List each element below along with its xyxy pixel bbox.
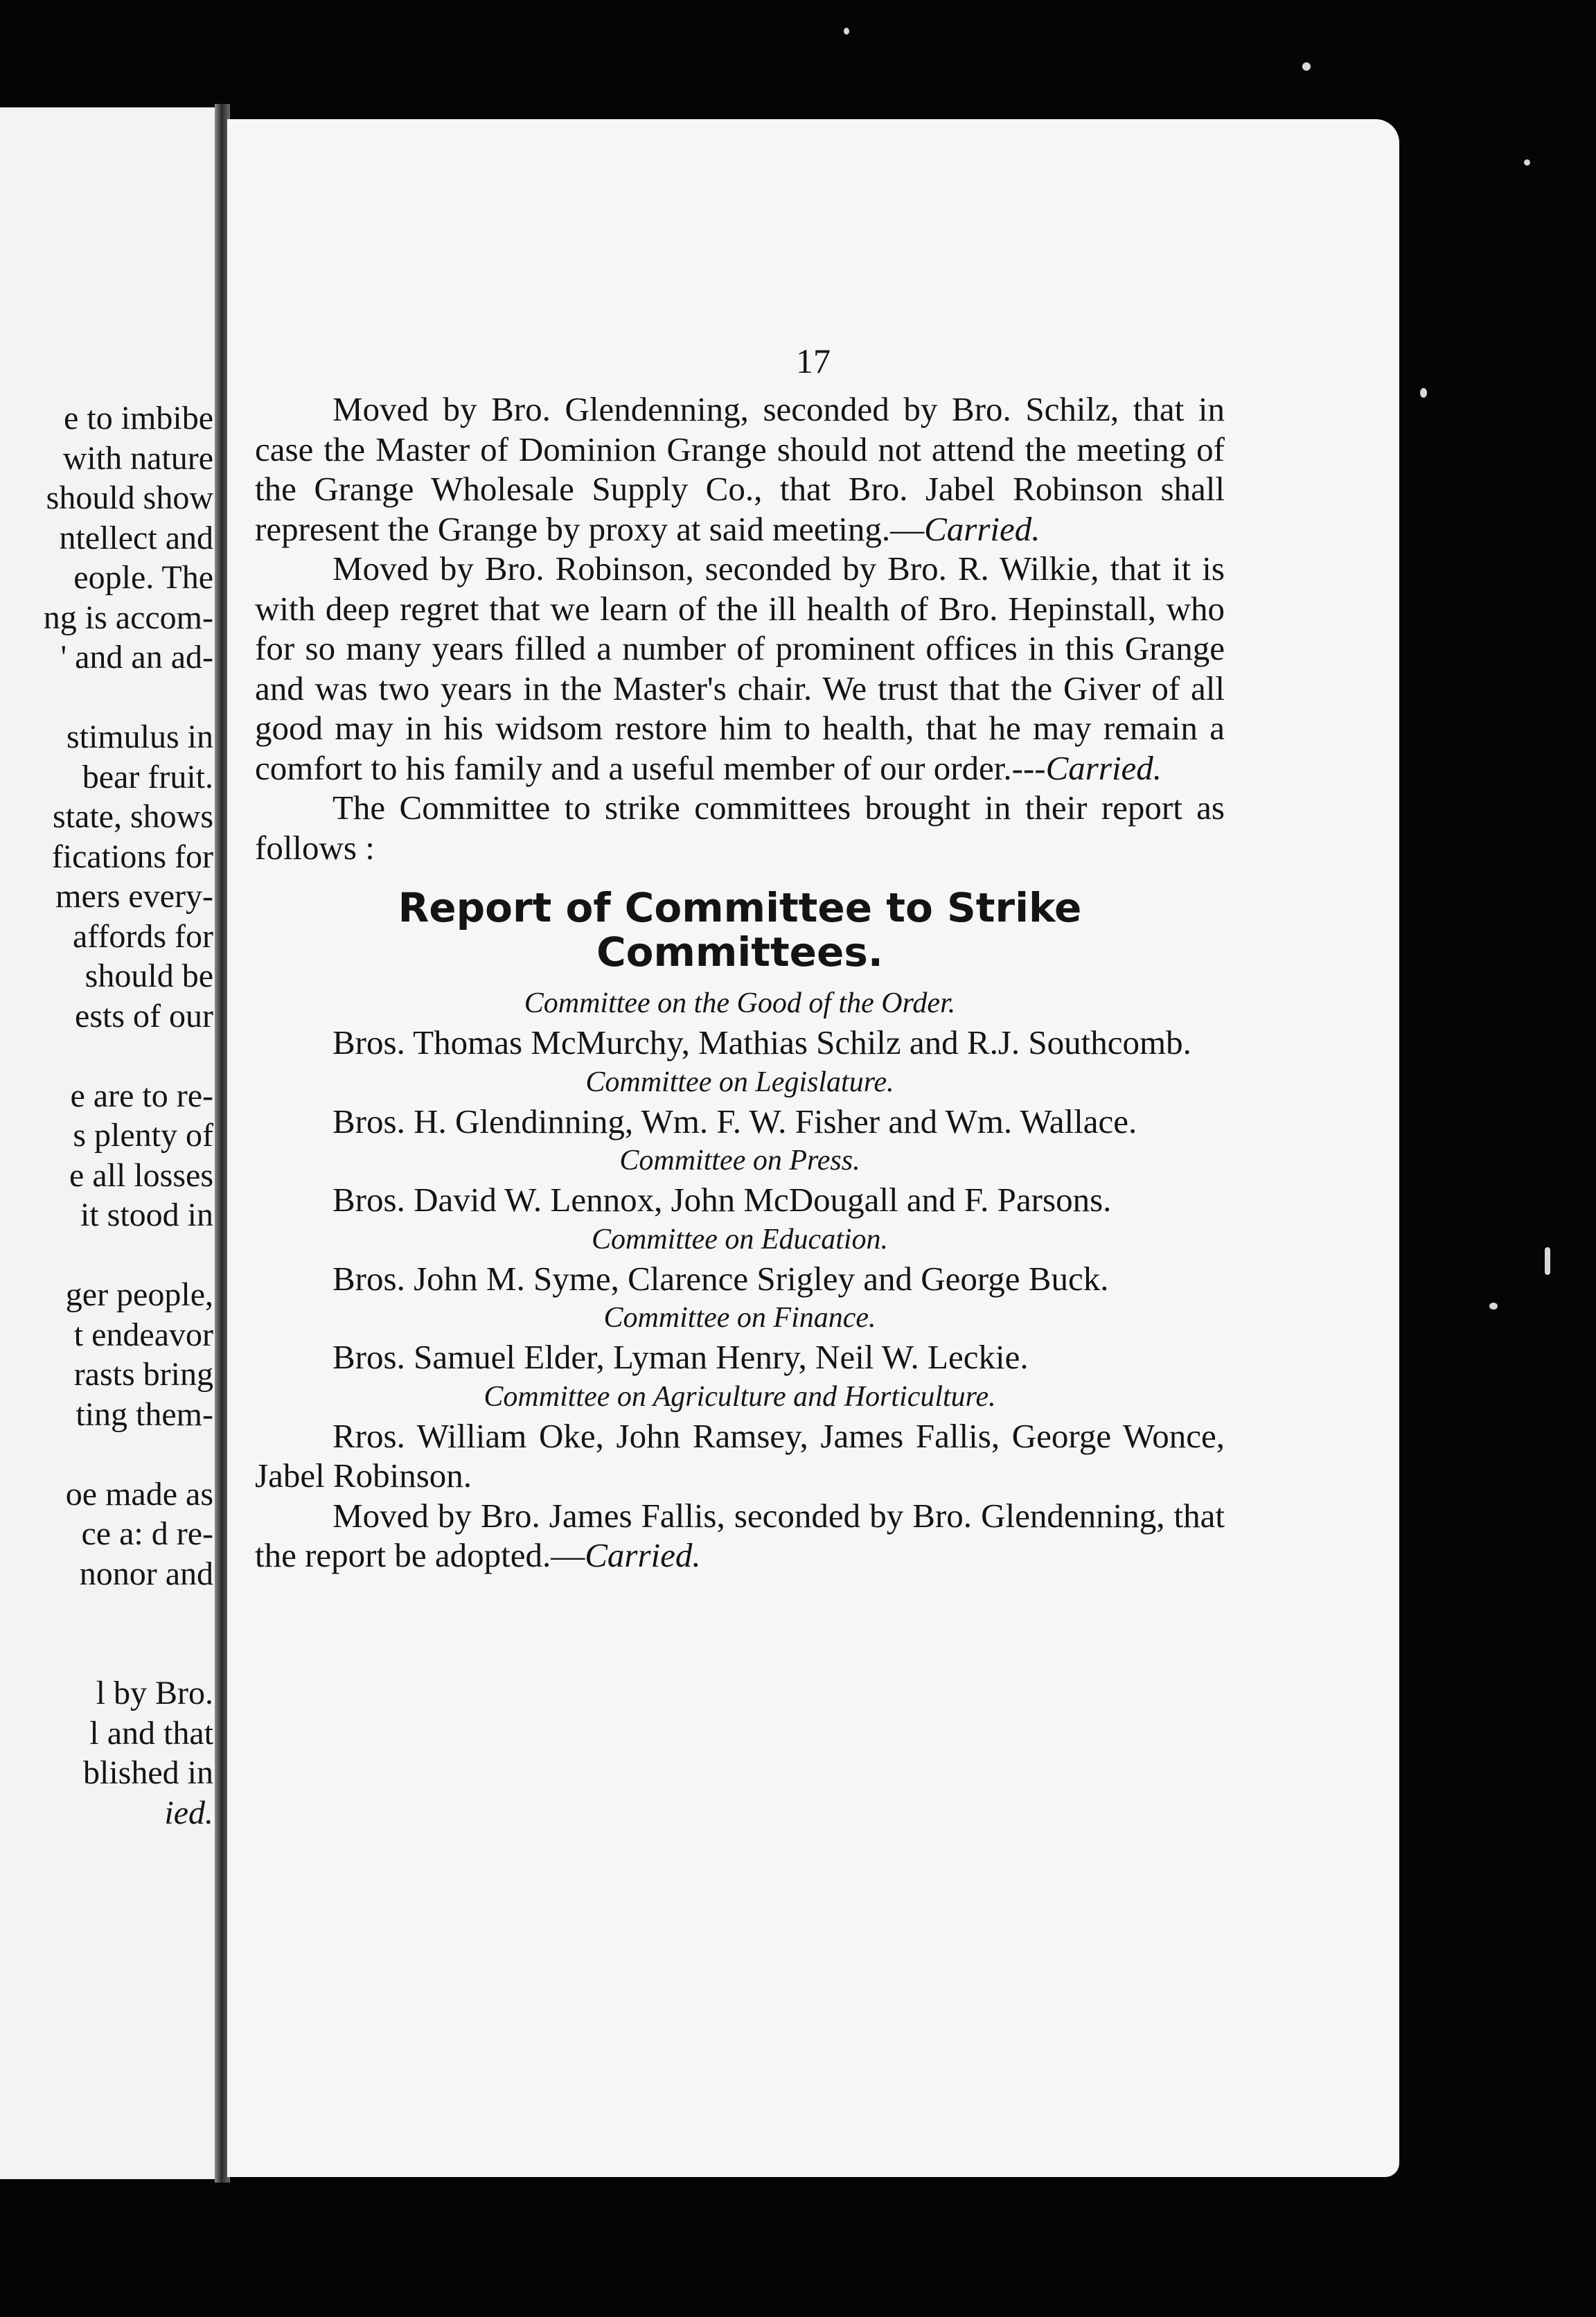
committee-members: Bros. H. Glendinning, Wm. F. W. Fisher and Wm. Wallace. [332, 1102, 1137, 1140]
dust-speck [1524, 159, 1530, 166]
previous-page-line: ntellect and [59, 519, 213, 556]
committee-members: Rros. William Oke, John Ramsey, James Fallis, George Wonce, Jabel Robinson. [255, 1416, 1225, 1495]
dust-speck [844, 28, 849, 35]
previous-page-line: eople. The [73, 559, 213, 596]
closing-motion: Moved by Bro. James Fallis, seconded by Bro. Glendenning, that the report be adopted.—Carried. [255, 1496, 1225, 1574]
previous-page-line: ests of our [75, 997, 213, 1034]
dust-speck [1489, 1303, 1498, 1310]
previous-page-line: nonor and [79, 1555, 213, 1592]
dust-speck [1545, 1247, 1550, 1275]
motion-paragraph: Moved by Bro. Robinson, seconded by Bro. R. Wilkie, that it is with deep regret that we learn of the ill health of Bro. Hepinstall, who for so many years filled a number of prominent offices in this Grange and was two years in the Master's chair. We trust that the Giver of all good may in his widsom restore him to health, that he may remain a comfort to his family and a useful member of our order.---Carried. [255, 549, 1225, 787]
previous-page-line: ting them- [76, 1395, 213, 1433]
previous-page-line: with nature [62, 439, 213, 477]
previous-page-line: ger people, [65, 1276, 213, 1313]
carried-note: Carried. [585, 1536, 701, 1574]
dust-speck [1420, 388, 1427, 398]
previous-page-line: ce a: d re- [81, 1515, 213, 1552]
committee-title: Committee on Finance. [603, 1302, 876, 1334]
previous-page-line: ied. [164, 1794, 213, 1831]
committee-title: Committee on Education. [591, 1223, 889, 1256]
previous-page-line: ng is accom- [43, 599, 213, 636]
previous-page-line: e to imbibe [64, 400, 213, 437]
committee-title: Committee on the Good of the Order. [524, 987, 956, 1019]
previous-page-line: e all losses [69, 1156, 213, 1194]
page [227, 119, 1399, 2177]
carried-note: Carried. [1045, 748, 1162, 787]
previous-page-line: mers every- [55, 878, 213, 915]
committee-members: Bros. Thomas McMurchy, Mathias Schilz and R.J. Southcomb. [332, 1023, 1191, 1061]
previous-page-line: fications for [51, 838, 213, 875]
committee-title: Committee on Press. [619, 1145, 860, 1177]
committee-members: Bros. David W. Lennox, John McDougall and F. Parsons. [332, 1181, 1112, 1219]
previous-page-line: state, shows [53, 798, 213, 835]
previous-page-line: stimulus in [66, 719, 213, 755]
previous-page-line: affords for [72, 917, 213, 955]
report-heading: Report of Committee to Strike Committees. [398, 884, 1082, 976]
previous-page-line: e are to re- [70, 1077, 213, 1114]
intro-paragraph: The Committee to strike committees brought in their report as follows : [255, 789, 1225, 867]
previous-page-line: s plenty of [73, 1117, 213, 1154]
carried-note: Carried. [924, 509, 1040, 548]
committee-title: Committee on Legislature. [585, 1066, 894, 1098]
previous-page-line: l and that [89, 1714, 213, 1752]
previous-page-line: oe made as [65, 1475, 213, 1513]
previous-page-fragment [0, 107, 229, 2179]
committee-members: Bros. John M. Syme, Clarence Srigley and George Buck. [332, 1259, 1109, 1298]
previous-page-line: it stood in [80, 1197, 213, 1233]
previous-page-line: t endeavor [73, 1316, 213, 1353]
committee-members: Bros. Samuel Elder, Lyman Henry, Neil W. Leckie. [332, 1338, 1029, 1376]
previous-page-line: blished in [83, 1754, 213, 1791]
committee-title: Committee on Agriculture and Horticulture. [484, 1380, 996, 1413]
page-number: 17 [796, 342, 831, 380]
page-body [255, 389, 1225, 1576]
previous-page-line: ' and an ad- [60, 639, 213, 676]
previous-page-line: l by Bro. [96, 1675, 213, 1711]
previous-page-line: should show [46, 479, 213, 516]
motion-paragraph: Moved by Bro. Glendenning, seconded by Bro. Schilz, that in case the Master of Dominion Grange should not attend the meeting of the Grange Wholesale Supply Co., that Bro. Jabel Robinson shall represent the Grange by proxy at said meeting.—Carried. [255, 390, 1225, 548]
previous-page-line: should be [85, 958, 213, 994]
previous-page-line: rasts bring [73, 1356, 213, 1393]
dust-speck [1302, 62, 1311, 71]
previous-page-line: bear fruit. [82, 758, 213, 795]
